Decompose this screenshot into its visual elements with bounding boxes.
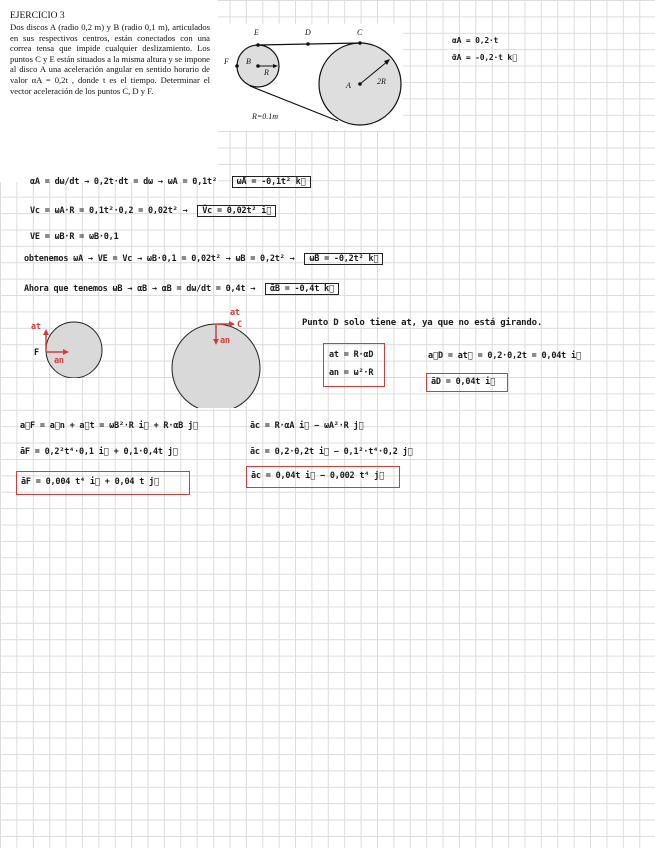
- line-omega-a: [30, 176, 311, 188]
- point-f-eq2: āF = 0,2²t⁴·0,1 i⃗ + 0,1·0,4t j⃗: [20, 447, 178, 457]
- velocity-c-result: V̄c = 0,02t² i⃗: [197, 205, 276, 217]
- big-disk-sketch: [140, 306, 270, 408]
- point-d-result-box: [426, 373, 508, 392]
- point-c-eq1: āc = R·αA i⃗ − ωA²·R j⃗: [250, 421, 364, 431]
- pulley-drawing: [218, 24, 403, 130]
- omega-a-result: ω̄A = -0,1t² k⃗: [232, 176, 311, 188]
- line-velocity-c-text: Vc = ωA·R = 0,1t²·0,2 = 0,02t² →: [30, 206, 188, 216]
- point-f-result: āF = 0,004 t⁴ i⃗ + 0,04 t j⃗: [21, 477, 160, 487]
- point-c: [358, 41, 362, 45]
- omega-b-result: ω̄B = -0,2t² k⃗: [304, 253, 383, 265]
- label-radius-note: R=0.1m: [252, 112, 279, 121]
- point-c-result-box: [246, 466, 400, 488]
- label-f: F: [224, 57, 229, 66]
- line-omega-b-text: obtenemos ωA → VE = Vc → ωB·0,1 = 0,02t² → ωB = 0,2t² →: [24, 254, 295, 264]
- point-f-eq1: a⃗F = a⃗n + a⃗t = ωB²·R i⃗ + R·αB j⃗: [20, 421, 199, 431]
- line-omega-a-text: αA = dω/dt → 0,2t·dt = dω → ωA = 0,1t²: [30, 177, 217, 187]
- label-d: D: [305, 28, 311, 37]
- small-disk-drawing: [30, 318, 120, 378]
- exercise-title: EJERCICIO 3: [10, 11, 65, 21]
- exercise-text: Dos discos A (radio 0,2 m) y B (radio 0,1 m), articulados en sus respectivos centros, están conectados con una correa tensa que impide cualquier deslizamiento. Los puntos C y E están situados a la misma altura y se impone al disco A una aceleración angular en sentido horario de valor αA = 0,2t , donde t es el tiempo. Determinar el vector aceleración de los puntos C, D y F.: [10, 22, 210, 96]
- point-e: [256, 43, 260, 47]
- point-d-formula-box: [323, 343, 385, 387]
- label-r: R: [264, 68, 269, 77]
- big-disk-drawing: [140, 306, 270, 408]
- point-f: [235, 64, 239, 68]
- line-velocity-e-text: VE = ωB·R = ωB·0,1: [30, 232, 119, 242]
- point-d-intro: Punto D solo tiene at, ya que no está girando.: [302, 318, 543, 328]
- given-alpha: αA = 0,2·t: [452, 36, 499, 45]
- line-velocity-e: [30, 232, 119, 242]
- small-disk-sketch: [30, 318, 120, 378]
- line-omega-b: [24, 253, 383, 265]
- label-b: B: [246, 57, 251, 66]
- small-f-label: F: [34, 348, 39, 358]
- big-c-label: C: [237, 320, 242, 330]
- line-alpha-b: [24, 283, 339, 295]
- pulley-diagram: [218, 24, 403, 130]
- point-d-result: āD = 0,04t i⃗: [431, 377, 496, 387]
- point-d-at: at = R·αD: [329, 350, 374, 360]
- small-an-label: an: [54, 356, 64, 366]
- point-d-equation: a⃗D = at⃗ = 0,2·0,2t = 0,04t i⃗: [428, 351, 582, 361]
- big-an-label: an: [220, 336, 230, 346]
- point-c-eq2: āc = 0,2·0,2t i⃗ − 0,1²·t⁴·0,2 j⃗: [250, 447, 413, 457]
- line-velocity-c: [30, 205, 276, 217]
- label-c: C: [357, 28, 363, 37]
- given-alpha-vector: ᾱA = -0,2·t k⃗: [452, 53, 517, 62]
- point-c-result: āc = 0,04t i⃗ − 0,002 t⁴ j⃗: [251, 471, 385, 481]
- point-d: [306, 42, 310, 46]
- line-alpha-b-text: Ahora que tenemos ωB → αB → αB = dω/dt = 0,4t →: [24, 284, 256, 294]
- point-d-an: an = ω²·R: [329, 368, 374, 378]
- small-at-label: at: [31, 322, 41, 332]
- alpha-b-result: ᾱB = -0,4t k⃗: [265, 283, 339, 295]
- problem-statement: [0, 0, 218, 182]
- label-2r: 2R: [377, 77, 386, 86]
- label-a: A: [346, 81, 351, 90]
- big-at-label: at: [230, 308, 240, 318]
- given-data: [452, 36, 517, 70]
- label-e: E: [254, 28, 259, 37]
- point-f-result-box: [16, 471, 190, 495]
